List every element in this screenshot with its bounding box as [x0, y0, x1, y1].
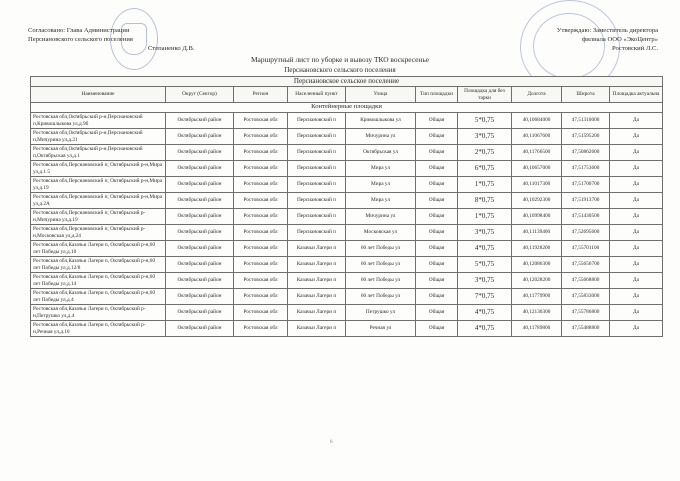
column-header: Населенный пункт [288, 87, 346, 103]
cell-region: Ростовская обл [234, 241, 288, 257]
table-row [31, 193, 663, 209]
title-line2: Персиановского сельского поселения [284, 66, 396, 74]
cell-okrug: Октябрьский район [166, 177, 234, 193]
cell-actual: Да [610, 273, 663, 289]
cell-settlement: Персиановский п [288, 225, 346, 241]
cell-settlement: Персиановский п [288, 209, 346, 225]
cell-longitude: 40,11779900 [512, 289, 562, 305]
cell-street: Мичурина ул [346, 129, 416, 145]
table-row [31, 177, 663, 193]
cell-latitude: 47,51753600 [562, 161, 610, 177]
cell-settlement: Персиановский п [288, 161, 346, 177]
cell-settlement: Казачьи Лагери п [288, 289, 346, 305]
cell-actual: Да [610, 193, 663, 209]
cell-longitude: 40,12086300 [512, 257, 562, 273]
approval-right-line3: Ростовский Л.С. [611, 45, 658, 52]
cell-container-count: 6*0,75 [458, 161, 512, 177]
cell-longitude: 40,10657000 [512, 161, 562, 177]
cell-actual: Да [610, 321, 663, 337]
approval-left-line3: Степаненко Д.В. [148, 45, 195, 52]
cell-container-count: 8*0,75 [458, 193, 512, 209]
cell-site-type: Общая [416, 161, 458, 177]
table-row [31, 289, 663, 305]
cell-okrug: Октябрьский район [166, 113, 234, 129]
cell-latitude: 47,51310000 [562, 113, 610, 129]
column-header: Регион [234, 87, 288, 103]
approval-left-line2: Персиановского сельского поселения [28, 36, 133, 43]
cell-street: Московская ул [346, 225, 416, 241]
cell-settlement: Казачьи Лагери п [288, 305, 346, 321]
cell-site-type: Общая [416, 129, 458, 145]
cell-okrug: Октябрьский район [166, 289, 234, 305]
table-row [31, 321, 663, 337]
cell-site-type: Общая [416, 177, 458, 193]
cell-street: 60 лет Победы ул [346, 273, 416, 289]
cell-longitude: 40,11928200 [512, 241, 562, 257]
column-header: Округ (Сектор) [166, 87, 234, 103]
cell-longitude: 40,10684000 [512, 113, 562, 129]
cell-settlement: Персиановский п [288, 145, 346, 161]
cell-region: Ростовская обл [234, 289, 288, 305]
cell-street: 60 лет Победы ул [346, 257, 416, 273]
route-table [30, 76, 663, 337]
cell-latitude: 47,50862600 [562, 145, 610, 161]
cell-actual: Да [610, 257, 663, 273]
cell-region: Ростовская обл [234, 273, 288, 289]
cell-settlement: Казачьи Лагери п [288, 273, 346, 289]
cell-site-type: Общая [416, 241, 458, 257]
cell-site-type: Общая [416, 273, 458, 289]
approval-right [468, 26, 658, 53]
cell-street: Кривошлыкова ул [346, 113, 416, 129]
cell-okrug: Октябрьский район [166, 273, 234, 289]
cell-actual: Да [610, 305, 663, 321]
cell-region: Ростовская обл [234, 113, 288, 129]
cell-actual: Да [610, 161, 663, 177]
cell-region: Ростовская обл [234, 193, 288, 209]
cell-container-count: 3*0,75 [458, 273, 512, 289]
cell-okrug: Октябрьский район [166, 145, 234, 161]
cell-address: Ростовская обл,Казачьи Лагери п, Октябрьский р-н,Речная ул,д.10 [31, 321, 166, 337]
cell-okrug: Октябрьский район [166, 193, 234, 209]
cell-settlement: Персиановский п [288, 113, 346, 129]
cell-region: Ростовская обл [234, 145, 288, 161]
cell-longitude: 40,12028200 [512, 273, 562, 289]
cell-address: Ростовская обл,Октябрьский р-н,Персиановский п,Октябрьская ул,д.1 [31, 145, 166, 161]
cell-site-type: Общая [416, 225, 458, 241]
cell-settlement: Персиановский п [288, 177, 346, 193]
cell-address: Ростовская обл,Персиановский п, Октябрьский р-н,Московская ул,д.24 [31, 225, 166, 241]
cell-container-count: 5*0,75 [458, 113, 512, 129]
cell-okrug: Октябрьский район [166, 321, 234, 337]
cell-latitude: 47,52695600 [562, 225, 610, 241]
cell-settlement: Казачьи Лагери п [288, 321, 346, 337]
cell-container-count: 3*0,75 [458, 225, 512, 241]
cell-address: Ростовская обл,Казачьи Лагери п, Октябрьский р-н,60 лет Победы ул,д.12/8 [31, 257, 166, 273]
cell-longitude: 40,11139400 [512, 225, 562, 241]
table-row [31, 257, 663, 273]
cell-container-count: 1*0,75 [458, 177, 512, 193]
cell-street: Мира ул [346, 177, 416, 193]
cell-latitude: 47,51913700 [562, 193, 610, 209]
cell-address: Ростовская обл,Персиановский п, Октябрьский р-н,Мира ул,д.2А [31, 193, 166, 209]
cell-okrug: Октябрьский район [166, 257, 234, 273]
cell-site-type: Общая [416, 257, 458, 273]
column-header: Тип площадки [416, 87, 458, 103]
cell-actual: Да [610, 289, 663, 305]
cell-actual: Да [610, 145, 663, 161]
cell-longitude: 40,11766500 [512, 145, 562, 161]
cell-site-type: Общая [416, 305, 458, 321]
cell-address: Ростовская обл,Октябрьский р-н,Персиановский п,Кривошлыкова ул,д.9б [31, 113, 166, 129]
approval-left-line1: Согласовано: Глава Администрации [28, 27, 130, 34]
cell-latitude: 47,51595200 [562, 129, 610, 145]
cell-okrug: Октябрьский район [166, 129, 234, 145]
cell-site-type: Общая [416, 321, 458, 337]
cell-okrug: Октябрьский район [166, 305, 234, 321]
cell-latitude: 47,51430500 [562, 209, 610, 225]
cell-region: Ростовская обл [234, 161, 288, 177]
cell-actual: Да [610, 225, 663, 241]
table-header-row [31, 87, 663, 103]
cell-address: Ростовская обл,Казачьи Лагери п, Октябрьский р-н,60 лет Победы ул,д.10 [31, 241, 166, 257]
column-header: Долгота [512, 87, 562, 103]
cell-container-count: 4*0,75 [458, 305, 512, 321]
cell-latitude: 47,55656700 [562, 257, 610, 273]
cell-address: Ростовская обл,Казачьи Лагери п, Октябрьский р-н,60 лет Победы ул,д.4 [31, 289, 166, 305]
cell-longitude: 40,11789800 [512, 321, 562, 337]
cell-container-count: 2*0,75 [458, 145, 512, 161]
cell-address: Ростовская обл,Казачьи Лагери п, Октябрьский р-н,60 лет Победы ул,д.14 [31, 273, 166, 289]
page-marker: 6 [330, 440, 333, 445]
cell-settlement: Казачьи Лагери п [288, 257, 346, 273]
table-row [31, 273, 663, 289]
section-title: Персиановское сельское поселение [31, 77, 663, 87]
cell-actual: Да [610, 113, 663, 129]
column-header: Площадка актуальна [610, 87, 663, 103]
table-row [31, 113, 663, 129]
cell-latitude: 47,55488800 [562, 321, 610, 337]
table-row [31, 225, 663, 241]
cell-settlement: Персиановский п [288, 129, 346, 145]
cell-longitude: 40,11067600 [512, 129, 562, 145]
cell-street: Петрушко ул [346, 305, 416, 321]
cell-street: 60 лет Победы ул [346, 289, 416, 305]
cell-container-count: 7*0,75 [458, 289, 512, 305]
table-row [31, 209, 663, 225]
column-header: Широта [562, 87, 610, 103]
title-line1: Маршрутный лист по уборке и вывозу ТКО воскресенье [250, 55, 430, 64]
cell-container-count: 4*0,75 [458, 321, 512, 337]
cell-longitude: 40,11017300 [512, 177, 562, 193]
cell-settlement: Казачьи Лагери п [288, 241, 346, 257]
cell-site-type: Общая [416, 113, 458, 129]
column-header: Наименование [31, 87, 166, 103]
cell-address: Ростовская обл,Персиановский п, Октябрьский р-н,Мира ул,д.1 5 [31, 161, 166, 177]
cell-address: Ростовская обл,Октябрьский р-н,Персиановский п,Мичурина ул,д.21 [31, 129, 166, 145]
cell-longitude: 40,10292300 [512, 193, 562, 209]
cell-site-type: Общая [416, 289, 458, 305]
cell-actual: Да [610, 129, 663, 145]
table-row [31, 241, 663, 257]
cell-street: Мира ул [346, 193, 416, 209]
cell-actual: Да [610, 241, 663, 257]
cell-okrug: Октябрьский район [166, 225, 234, 241]
cell-okrug: Октябрьский район [166, 161, 234, 177]
cell-latitude: 47,55668800 [562, 273, 610, 289]
cell-latitude: 47,55701100 [562, 241, 610, 257]
approval-right-line2: филиала ООО «ЭкоЦентр» [582, 36, 658, 43]
cell-region: Ростовская обл [234, 177, 288, 193]
cell-latitude: 47,55833000 [562, 289, 610, 305]
cell-region: Ростовская обл [234, 321, 288, 337]
cell-container-count: 5*0,75 [458, 257, 512, 273]
cell-longitude: 40,12130300 [512, 305, 562, 321]
table-row [31, 129, 663, 145]
cell-address: Ростовская обл,Казачьи Лагери п, Октябрьский р-н,Петрушко ул,д.4 [31, 305, 166, 321]
cell-site-type: Общая [416, 145, 458, 161]
column-header: Улица [346, 87, 416, 103]
cell-container-count: 1*0,75 [458, 209, 512, 225]
cell-actual: Да [610, 209, 663, 225]
cell-settlement: Персиановский п [288, 193, 346, 209]
cell-street: Мира ул [346, 161, 416, 177]
cell-actual: Да [610, 177, 663, 193]
cell-longitude: 40,10998400 [512, 209, 562, 225]
cell-container-count: 3*0,75 [458, 129, 512, 145]
cell-latitude: 47,51700700 [562, 177, 610, 193]
cell-street: Речная ул [346, 321, 416, 337]
cell-region: Ростовская обл [234, 225, 288, 241]
subsection-title: Контейнерные площадки [31, 103, 663, 113]
approval-left [28, 26, 248, 53]
cell-region: Ростовская обл [234, 305, 288, 321]
cell-latitude: 47,55786800 [562, 305, 610, 321]
cell-okrug: Октябрьский район [166, 241, 234, 257]
cell-region: Ростовская обл [234, 257, 288, 273]
approval-right-line1: Утверждаю: Заместитель директора [556, 27, 658, 34]
cell-region: Ростовская обл [234, 129, 288, 145]
cell-street: Октябрьская ул [346, 145, 416, 161]
cell-region: Ростовская обл [234, 209, 288, 225]
document-title [0, 55, 680, 75]
table-row [31, 305, 663, 321]
cell-site-type: Общая [416, 193, 458, 209]
table-row [31, 145, 663, 161]
cell-container-count: 4*0,75 [458, 241, 512, 257]
table-body [31, 113, 663, 337]
column-header: Площадка для без тарки [458, 87, 512, 103]
table-row [31, 161, 663, 177]
cell-address: Ростовская обл,Персиановский п, Октябрьский р-н,Мичурина ул,д.19 [31, 209, 166, 225]
cell-street: Мичурина ул [346, 209, 416, 225]
cell-address: Ростовская обл,Персиановский п, Октябрьский р-н,Мира ул,д.19 [31, 177, 166, 193]
cell-site-type: Общая [416, 209, 458, 225]
cell-okrug: Октябрьский район [166, 209, 234, 225]
cell-street: 60 лет Победы ул [346, 241, 416, 257]
